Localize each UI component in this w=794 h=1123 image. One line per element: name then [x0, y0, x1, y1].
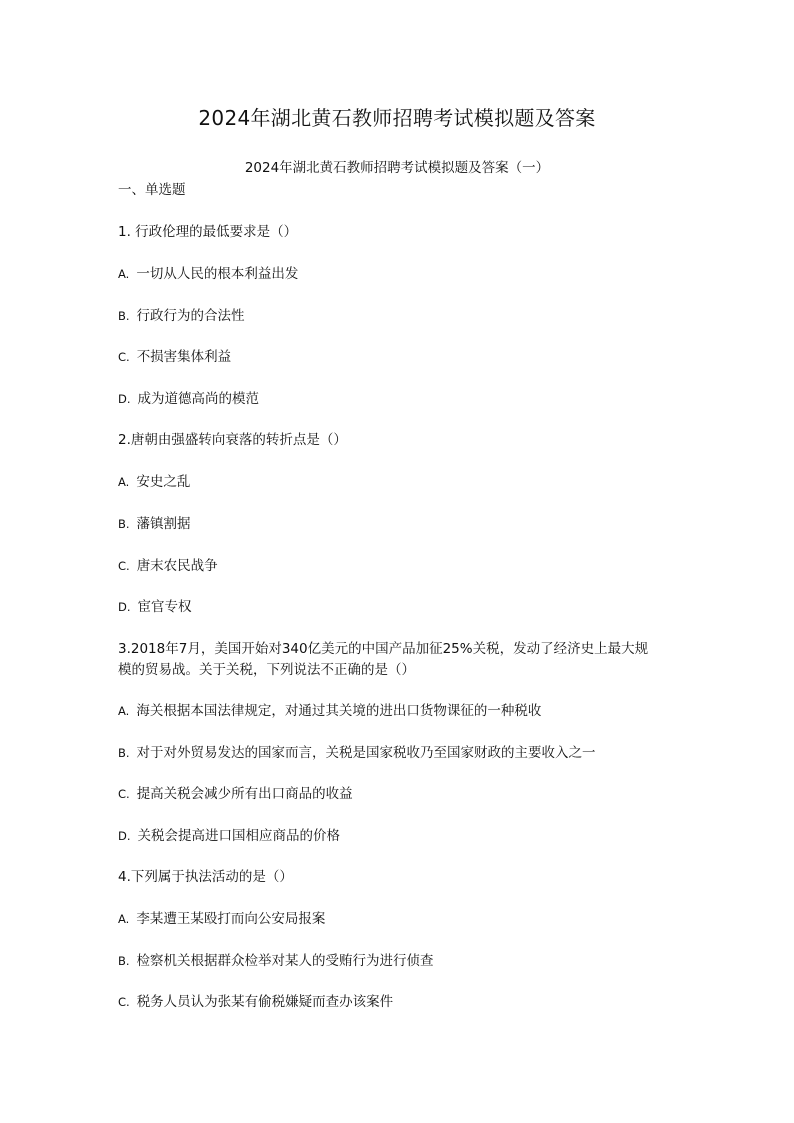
question-4-option-a: [118, 909, 678, 929]
question-3-stem-line-1: 3.2018年7月，美国开始对340亿美元的中国产品加征25%关税，发动了经济史上最大规: [118, 641, 649, 657]
option-text: 李某遭王某殴打而向公安局报案: [136, 911, 326, 927]
question-4-stem: 4.下列属于执法活动的是（）: [118, 869, 293, 885]
question-1-stem: 1. 行政伦理的最低要求是（）: [118, 224, 298, 240]
question-3-option-a: [118, 701, 678, 721]
option-letter: C.: [118, 995, 130, 1009]
question-2-stem: 2.唐朝由强盛转向衰落的转折点是（）: [118, 432, 347, 448]
question-3-option-b: [118, 743, 678, 763]
option-letter: B.: [118, 746, 130, 760]
section-heading: 一、单选题: [118, 182, 186, 198]
question-1-option-d: [118, 389, 678, 409]
question-2-option-d: [118, 597, 678, 617]
question-1-option-c: [118, 347, 678, 367]
question-2-option-c: [118, 556, 678, 576]
question-4-option-b: [118, 951, 678, 971]
option-text: 检察机关根据群众检举对某人的受贿行为进行侦查: [136, 953, 434, 969]
document-subtitle: 2024年湖北黄石教师招聘考试模拟题及答案（一）: [244, 160, 550, 176]
option-text: 安史之乱: [136, 474, 191, 490]
question-3-option-c: [118, 784, 678, 804]
question-3-option-d: [118, 826, 678, 846]
option-letter: A.: [118, 475, 130, 489]
option-letter: B.: [118, 517, 130, 531]
question-3-stem-line-2: 模的贸易战。关于关税，下列说法不正确的是（）: [118, 662, 415, 678]
option-letter: D.: [118, 829, 131, 843]
option-text: 宦官专权: [137, 599, 192, 615]
option-letter: D.: [118, 600, 131, 614]
option-text: 税务人员认为张某有偷税嫌疑而查办该案件: [136, 994, 394, 1010]
option-text: 行政行为的合法性: [136, 308, 245, 324]
option-letter: D.: [118, 392, 131, 406]
option-letter: C.: [118, 559, 130, 573]
option-text: 一切从人民的根本利益出发: [136, 266, 299, 282]
option-letter: B.: [118, 309, 130, 323]
option-letter: A.: [118, 912, 130, 926]
option-letter: B.: [118, 954, 130, 968]
question-4-option-c: [118, 992, 678, 1012]
option-text: 唐末农民战争: [136, 558, 218, 574]
question-2-option-b: [118, 514, 678, 534]
option-letter: A.: [118, 267, 130, 281]
question-1-option-a: [118, 264, 678, 284]
option-text: 不损害集体利益: [136, 349, 232, 365]
option-letter: A.: [118, 704, 130, 718]
option-text: 成为道德高尚的模范: [137, 391, 260, 407]
question-1-option-b: [118, 306, 678, 326]
question-2-option-a: [118, 472, 678, 492]
option-letter: C.: [118, 787, 130, 801]
option-letter: C.: [118, 350, 130, 364]
option-text: 对于对外贸易发达的国家而言，关税是国家税收乃至国家财政的主要收入之一: [136, 745, 596, 761]
option-text: 提高关税会减少所有出口商品的收益: [136, 786, 353, 802]
option-text: 关税会提高进口国相应商品的价格: [137, 828, 341, 844]
document-title: 2024年湖北黄石教师招聘考试模拟题及答案: [198, 106, 596, 130]
option-text: 藩镇割据: [136, 516, 191, 532]
option-text: 海关根据本国法律规定，对通过其关境的进出口货物课征的一种税收: [136, 703, 542, 719]
